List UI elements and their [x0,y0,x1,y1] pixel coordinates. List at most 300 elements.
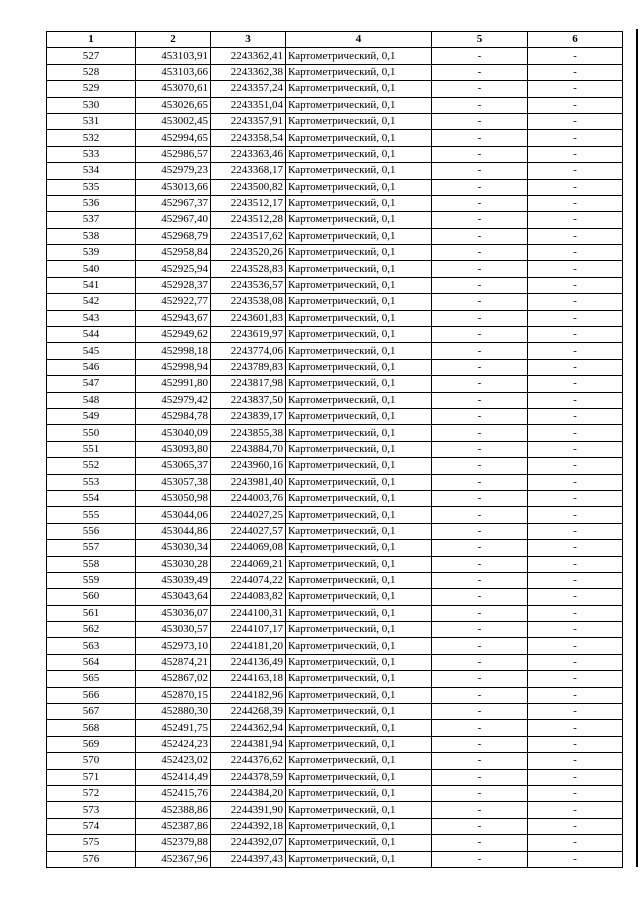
value-6-cell: - [528,638,623,654]
table-row [47,343,623,359]
value-5-cell: - [432,81,528,97]
value-5-cell: - [432,851,528,867]
method-accuracy-cell: Картометрический, 0,1 [286,310,432,326]
method-accuracy-cell: Картометрический, 0,1 [286,64,432,80]
value-6-cell: - [528,802,623,818]
table-row [47,130,623,146]
value-5-cell: - [432,212,528,228]
value-5-cell: - [432,835,528,851]
value-6-cell: - [528,97,623,113]
coordinate-y-cell: 2243362,38 [211,64,286,80]
value-6-cell: - [528,245,623,261]
coordinate-x-cell: 452922,77 [136,294,211,310]
coordinate-x-cell: 453030,28 [136,556,211,572]
value-5-cell: - [432,802,528,818]
method-accuracy-cell: Картометрический, 0,1 [286,622,432,638]
value-6-cell: - [528,81,623,97]
point-number-cell: 548 [47,392,136,408]
point-number-cell: 565 [47,671,136,687]
value-5-cell: - [432,622,528,638]
coordinate-y-cell: 2244107,17 [211,622,286,638]
coordinate-y-cell: 2243351,04 [211,97,286,113]
coordinate-y-cell: 2244181,20 [211,638,286,654]
value-5-cell: - [432,97,528,113]
value-5-cell: - [432,605,528,621]
value-6-cell: - [528,130,623,146]
point-number-cell: 568 [47,720,136,736]
coordinate-x-cell: 453030,57 [136,622,211,638]
value-5-cell: - [432,228,528,244]
point-number-cell: 571 [47,769,136,785]
value-6-cell: - [528,851,623,867]
value-6-cell: - [528,294,623,310]
value-5-cell: - [432,556,528,572]
coordinate-y-cell: 2244083,82 [211,589,286,605]
coordinate-x-cell: 453043,64 [136,589,211,605]
value-6-cell: - [528,228,623,244]
value-5-cell: - [432,589,528,605]
table-row [47,48,623,64]
method-accuracy-cell: Картометрический, 0,1 [286,179,432,195]
coordinate-y-cell: 2244163,18 [211,671,286,687]
coordinate-x-cell: 452867,02 [136,671,211,687]
table-row [47,490,623,506]
table-row [47,261,623,277]
coordinate-x-cell: 453093,80 [136,441,211,457]
method-accuracy-cell: Картометрический, 0,1 [286,720,432,736]
method-accuracy-cell: Картометрический, 0,1 [286,753,432,769]
coordinate-x-cell: 453002,45 [136,113,211,129]
method-accuracy-cell: Картометрический, 0,1 [286,474,432,490]
coordinate-x-cell: 453103,66 [136,64,211,80]
method-accuracy-cell: Картометрический, 0,1 [286,458,432,474]
point-number-cell: 546 [47,359,136,375]
coordinate-y-cell: 2244397,43 [211,851,286,867]
value-6-cell: - [528,425,623,441]
coordinate-y-cell: 2244362,94 [211,720,286,736]
coordinate-y-cell: 2243362,41 [211,48,286,64]
method-accuracy-cell: Картометрический, 0,1 [286,245,432,261]
point-number-cell: 552 [47,458,136,474]
value-5-cell: - [432,523,528,539]
table-header [47,32,623,48]
method-accuracy-cell: Картометрический, 0,1 [286,425,432,441]
coordinate-y-cell: 2243517,62 [211,228,286,244]
table-row [47,540,623,556]
coordinate-y-cell: 2244391,90 [211,802,286,818]
coordinate-x-cell: 453036,07 [136,605,211,621]
table-row [47,589,623,605]
table-row [47,802,623,818]
coordinate-x-cell: 452423,02 [136,753,211,769]
coordinate-x-cell: 452928,37 [136,277,211,293]
method-accuracy-cell: Картометрический, 0,1 [286,392,432,408]
coordinate-y-cell: 2244268,39 [211,704,286,720]
value-5-cell: - [432,425,528,441]
table-row [47,97,623,113]
table-row [47,720,623,736]
coordinate-y-cell: 2244384,20 [211,785,286,801]
point-number-cell: 551 [47,441,136,457]
coordinate-y-cell: 2243855,38 [211,425,286,441]
point-number-cell: 570 [47,753,136,769]
value-6-cell: - [528,572,623,588]
coordinate-y-cell: 2244376,62 [211,753,286,769]
value-5-cell: - [432,245,528,261]
table-row [47,605,623,621]
value-5-cell: - [432,146,528,162]
coordinate-x-cell: 452998,18 [136,343,211,359]
point-number-cell: 574 [47,818,136,834]
coordinate-x-cell: 453065,37 [136,458,211,474]
method-accuracy-cell: Картометрический, 0,1 [286,146,432,162]
value-6-cell: - [528,507,623,523]
method-accuracy-cell: Картометрический, 0,1 [286,769,432,785]
value-6-cell: - [528,785,623,801]
coordinate-x-cell: 452387,86 [136,818,211,834]
method-accuracy-cell: Картометрический, 0,1 [286,523,432,539]
table-row [47,622,623,638]
value-6-cell: - [528,556,623,572]
coordinate-x-cell: 453044,06 [136,507,211,523]
table-row [47,64,623,80]
value-6-cell: - [528,212,623,228]
value-5-cell: - [432,753,528,769]
table-row [47,392,623,408]
value-5-cell: - [432,130,528,146]
value-6-cell: - [528,441,623,457]
value-6-cell: - [528,179,623,195]
value-6-cell: - [528,343,623,359]
point-number-cell: 539 [47,245,136,261]
method-accuracy-cell: Картометрический, 0,1 [286,228,432,244]
coordinate-y-cell: 2243981,40 [211,474,286,490]
coordinate-x-cell: 452979,42 [136,392,211,408]
value-6-cell: - [528,490,623,506]
coordinate-x-cell: 452388,86 [136,802,211,818]
method-accuracy-cell: Картометрический, 0,1 [286,48,432,64]
point-number-cell: 536 [47,195,136,211]
point-number-cell: 540 [47,261,136,277]
table-row [47,441,623,457]
coordinate-y-cell: 2244182,96 [211,687,286,703]
method-accuracy-cell: Картометрический, 0,1 [286,605,432,621]
coordinate-x-cell: 453030,34 [136,540,211,556]
table-row [47,195,623,211]
point-number-cell: 560 [47,589,136,605]
method-accuracy-cell: Картометрический, 0,1 [286,540,432,556]
table-row [47,359,623,375]
method-accuracy-cell: Картометрический, 0,1 [286,736,432,752]
coordinate-x-cell: 452998,94 [136,359,211,375]
point-number-cell: 547 [47,376,136,392]
point-number-cell: 566 [47,687,136,703]
table-row [47,572,623,588]
coordinate-x-cell: 453040,09 [136,425,211,441]
method-accuracy-cell: Картометрический, 0,1 [286,687,432,703]
table-row [47,146,623,162]
value-6-cell: - [528,113,623,129]
coordinate-x-cell: 452967,37 [136,195,211,211]
method-accuracy-cell: Картометрический, 0,1 [286,818,432,834]
table-row [47,327,623,343]
point-number-cell: 573 [47,802,136,818]
method-accuracy-cell: Картометрический, 0,1 [286,376,432,392]
coordinate-x-cell: 453070,61 [136,81,211,97]
value-5-cell: - [432,392,528,408]
value-6-cell: - [528,589,623,605]
table-row [47,523,623,539]
method-accuracy-cell: Картометрический, 0,1 [286,589,432,605]
table-row [47,163,623,179]
value-5-cell: - [432,310,528,326]
coordinate-x-cell: 452979,23 [136,163,211,179]
value-5-cell: - [432,490,528,506]
point-number-cell: 567 [47,704,136,720]
method-accuracy-cell: Картометрический, 0,1 [286,704,432,720]
coordinate-x-cell: 453013,66 [136,179,211,195]
value-6-cell: - [528,376,623,392]
point-number-cell: 534 [47,163,136,179]
coordinate-x-cell: 452986,57 [136,146,211,162]
value-6-cell: - [528,687,623,703]
table-row [47,81,623,97]
method-accuracy-cell: Картометрический, 0,1 [286,654,432,670]
coordinate-x-cell: 452424,23 [136,736,211,752]
coordinate-x-cell: 452415,76 [136,785,211,801]
method-accuracy-cell: Картометрический, 0,1 [286,490,432,506]
value-6-cell: - [528,408,623,424]
value-6-cell: - [528,818,623,834]
coordinate-y-cell: 2244378,59 [211,769,286,785]
coordinate-x-cell: 452943,67 [136,310,211,326]
value-6-cell: - [528,720,623,736]
value-5-cell: - [432,64,528,80]
point-number-cell: 544 [47,327,136,343]
value-5-cell: - [432,195,528,211]
point-number-cell: 563 [47,638,136,654]
value-5-cell: - [432,638,528,654]
method-accuracy-cell: Картометрический, 0,1 [286,294,432,310]
method-accuracy-cell: Картометрический, 0,1 [286,130,432,146]
column-header-4: 4 [286,32,432,48]
coordinate-y-cell: 2243774,06 [211,343,286,359]
coordinate-x-cell: 452874,21 [136,654,211,670]
table-row [47,835,623,851]
point-number-cell: 529 [47,81,136,97]
value-5-cell: - [432,720,528,736]
value-6-cell: - [528,48,623,64]
value-6-cell: - [528,163,623,179]
column-header-6: 6 [528,32,623,48]
value-6-cell: - [528,704,623,720]
table-row [47,769,623,785]
coordinate-y-cell: 2243363,46 [211,146,286,162]
value-5-cell: - [432,818,528,834]
method-accuracy-cell: Картометрический, 0,1 [286,359,432,375]
table-row [47,687,623,703]
coordinate-y-cell: 2243512,17 [211,195,286,211]
value-6-cell: - [528,277,623,293]
value-5-cell: - [432,441,528,457]
coordinate-y-cell: 2243601,83 [211,310,286,326]
value-6-cell: - [528,359,623,375]
value-5-cell: - [432,769,528,785]
value-6-cell: - [528,622,623,638]
value-6-cell: - [528,753,623,769]
coordinate-x-cell: 452414,49 [136,769,211,785]
coordinate-x-cell: 452968,79 [136,228,211,244]
table-row [47,408,623,424]
table-row [47,212,623,228]
table-row [47,245,623,261]
method-accuracy-cell: Картометрический, 0,1 [286,212,432,228]
coordinate-x-cell: 452367,96 [136,851,211,867]
table-row [47,376,623,392]
coordinate-y-cell: 2243817,98 [211,376,286,392]
coordinate-y-cell: 2243884,70 [211,441,286,457]
value-5-cell: - [432,113,528,129]
value-5-cell: - [432,261,528,277]
table-row [47,179,623,195]
value-6-cell: - [528,605,623,621]
value-5-cell: - [432,327,528,343]
point-number-cell: 559 [47,572,136,588]
coordinate-y-cell: 2243357,91 [211,113,286,129]
column-header-5: 5 [432,32,528,48]
coordinate-x-cell: 452967,40 [136,212,211,228]
value-6-cell: - [528,835,623,851]
point-number-cell: 528 [47,64,136,80]
coordinate-x-cell: 452379,88 [136,835,211,851]
value-6-cell: - [528,474,623,490]
coordinate-y-cell: 2243512,28 [211,212,286,228]
value-5-cell: - [432,736,528,752]
table-row [47,228,623,244]
coordinate-y-cell: 2244069,08 [211,540,286,556]
coordinate-y-cell: 2244027,25 [211,507,286,523]
method-accuracy-cell: Картометрический, 0,1 [286,163,432,179]
point-number-cell: 550 [47,425,136,441]
method-accuracy-cell: Картометрический, 0,1 [286,851,432,867]
value-5-cell: - [432,540,528,556]
coordinate-y-cell: 2243839,17 [211,408,286,424]
method-accuracy-cell: Картометрический, 0,1 [286,572,432,588]
value-5-cell: - [432,294,528,310]
coordinate-x-cell: 452491,75 [136,720,211,736]
coordinate-y-cell: 2243538,08 [211,294,286,310]
coordinate-y-cell: 2243528,83 [211,261,286,277]
coordinate-y-cell: 2243960,16 [211,458,286,474]
table-row [47,425,623,441]
coordinate-y-cell: 2243500,82 [211,179,286,195]
value-5-cell: - [432,704,528,720]
coordinate-y-cell: 2244392,07 [211,835,286,851]
point-number-cell: 562 [47,622,136,638]
value-6-cell: - [528,327,623,343]
method-accuracy-cell: Картометрический, 0,1 [286,277,432,293]
method-accuracy-cell: Картометрический, 0,1 [286,81,432,97]
point-number-cell: 557 [47,540,136,556]
point-number-cell: 575 [47,835,136,851]
coordinate-y-cell: 2244069,21 [211,556,286,572]
coordinate-y-cell: 2243789,83 [211,359,286,375]
table-row [47,736,623,752]
table-row [47,113,623,129]
column-header-2: 2 [136,32,211,48]
value-6-cell: - [528,195,623,211]
value-5-cell: - [432,48,528,64]
value-6-cell: - [528,146,623,162]
coordinate-x-cell: 453050,98 [136,490,211,506]
value-5-cell: - [432,687,528,703]
coordinate-y-cell: 2243357,24 [211,81,286,97]
coordinate-y-cell: 2243837,50 [211,392,286,408]
page-edge-line [636,29,638,867]
value-5-cell: - [432,785,528,801]
point-number-cell: 527 [47,48,136,64]
table-row [47,556,623,572]
method-accuracy-cell: Картометрический, 0,1 [286,261,432,277]
point-number-cell: 569 [47,736,136,752]
coordinate-y-cell: 2243619,97 [211,327,286,343]
method-accuracy-cell: Картометрический, 0,1 [286,327,432,343]
point-number-cell: 549 [47,408,136,424]
table-row [47,785,623,801]
table-body [47,48,623,868]
point-number-cell: 545 [47,343,136,359]
point-number-cell: 554 [47,490,136,506]
value-6-cell: - [528,523,623,539]
coordinate-x-cell: 452984,78 [136,408,211,424]
point-number-cell: 541 [47,277,136,293]
value-6-cell: - [528,392,623,408]
coordinate-x-cell: 452994,65 [136,130,211,146]
table-row [47,277,623,293]
coordinate-y-cell: 2243358,54 [211,130,286,146]
value-5-cell: - [432,474,528,490]
value-5-cell: - [432,458,528,474]
coordinate-y-cell: 2244392,18 [211,818,286,834]
table-row [47,654,623,670]
method-accuracy-cell: Картометрический, 0,1 [286,97,432,113]
table-row [47,753,623,769]
value-6-cell: - [528,736,623,752]
coordinate-x-cell: 452949,62 [136,327,211,343]
method-accuracy-cell: Картометрический, 0,1 [286,507,432,523]
point-number-cell: 558 [47,556,136,572]
value-6-cell: - [528,64,623,80]
coordinate-y-cell: 2244136,49 [211,654,286,670]
coordinate-y-cell: 2243368,17 [211,163,286,179]
point-number-cell: 555 [47,507,136,523]
value-6-cell: - [528,671,623,687]
method-accuracy-cell: Картометрический, 0,1 [286,671,432,687]
method-accuracy-cell: Картометрический, 0,1 [286,556,432,572]
coordinate-y-cell: 2244074,22 [211,572,286,588]
value-5-cell: - [432,507,528,523]
method-accuracy-cell: Картометрический, 0,1 [286,441,432,457]
method-accuracy-cell: Картометрический, 0,1 [286,113,432,129]
point-number-cell: 553 [47,474,136,490]
value-5-cell: - [432,408,528,424]
method-accuracy-cell: Картометрический, 0,1 [286,195,432,211]
header-row [47,32,623,48]
point-number-cell: 556 [47,523,136,539]
point-number-cell: 538 [47,228,136,244]
point-number-cell: 532 [47,130,136,146]
value-6-cell: - [528,310,623,326]
